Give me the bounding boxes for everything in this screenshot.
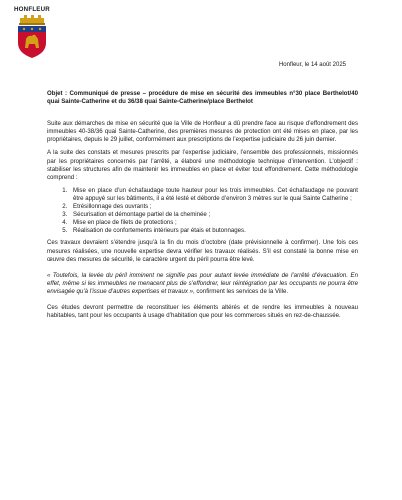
quote-attribution: , confirment les services de la Ville. [193, 287, 289, 295]
paragraph-3: Ces travaux devraient s’étendre jusqu’à la fin du mois d’octobre (date prévisionnelle à confirmer). Une fois ces mesures réalisées, une nouvelle expertise devra vérifier les travaux réalisés. S’il est constaté la bonne mise en œuvre des mesures de sécurité, le caractère urgent du péril pourra être levé. [47, 239, 358, 263]
logo-name: HONFLEUR [14, 6, 50, 13]
list-item: 3. Sécurisation et démontage partiel de la cheminée ; [69, 211, 358, 219]
paragraph-4: Ces études devront permettre de reconstituer les éléments altérés et de rendre les immeubles à nouveau habitables, tant pour les occupants à usage d’habitation que pour les commerces situés en rez-de-chaussée. [47, 303, 358, 320]
list-item: 5. Réalisation de confortements intérieurs par étais et butonnages. [69, 227, 358, 235]
quote-text: « Toutefois, la levée du péril imminent ne signifie pas pour autant levée immédiate de l’arrêté d’évacuation. En effet, même si les immeubles ne menacent plus de s’effondrer, leur réintégration par les occupants ne pourra être envisagée qu’à l’issue d’autres expertises et travaux » [47, 271, 358, 295]
quote-paragraph [47, 272, 358, 296]
list-item: 1. Mise en place d’un échafaudage toute hauteur pour les trois immeubles. Cet échafaudage ne pouvant être appuyé sur les bâtiments, il a été lesté et déborde d’environ 3 mètres sur le quai Sainte Catherine ; [69, 187, 358, 203]
subject-line: Objet : Communiqué de presse – procédure de mise en sécurité des immeubles n°30 place Berthelot/40 quai Sainte-Catherine et du 36/38 quai Sainte-Catherine/place Berthelot [47, 90, 358, 106]
document-body [47, 90, 358, 325]
city-logo [6, 6, 58, 59]
list-item: 2. Etrésillonnage des ouvrants ; [69, 203, 358, 211]
paragraph-2: A la suite des constats et mesures prescrits par l’expertise judiciaire, l’ensemble des professionnels, missionnés par les propriétaires concernés par l’arrêté, a élaboré une méthodologie technique d’intervention. L’objectif : stabiliser les structures afin de maintenir les immeubles en place et éviter tout effondrement. Cette méthodologie comprend : [47, 149, 358, 181]
methodology-list [47, 187, 358, 236]
dateline: Honfleur, le 14 août 2025 [278, 62, 346, 68]
coat-of-arms-icon [14, 15, 50, 59]
paragraph-1: Suite aux démarches de mise en sécurité que la Ville de Honfleur a dû prendre face au risque d’effondrement des immeubles 40-38/36 quai Sainte-Catherine, des premières mesures de protection ont été mises en place, par les propriétaires, depuis le 29 juillet, conformément aux prescriptions de l’expertise judiciaire du 26 juin dernier. [47, 120, 358, 144]
list-item: 4. Mise en place de filets de protections ; [69, 219, 358, 227]
